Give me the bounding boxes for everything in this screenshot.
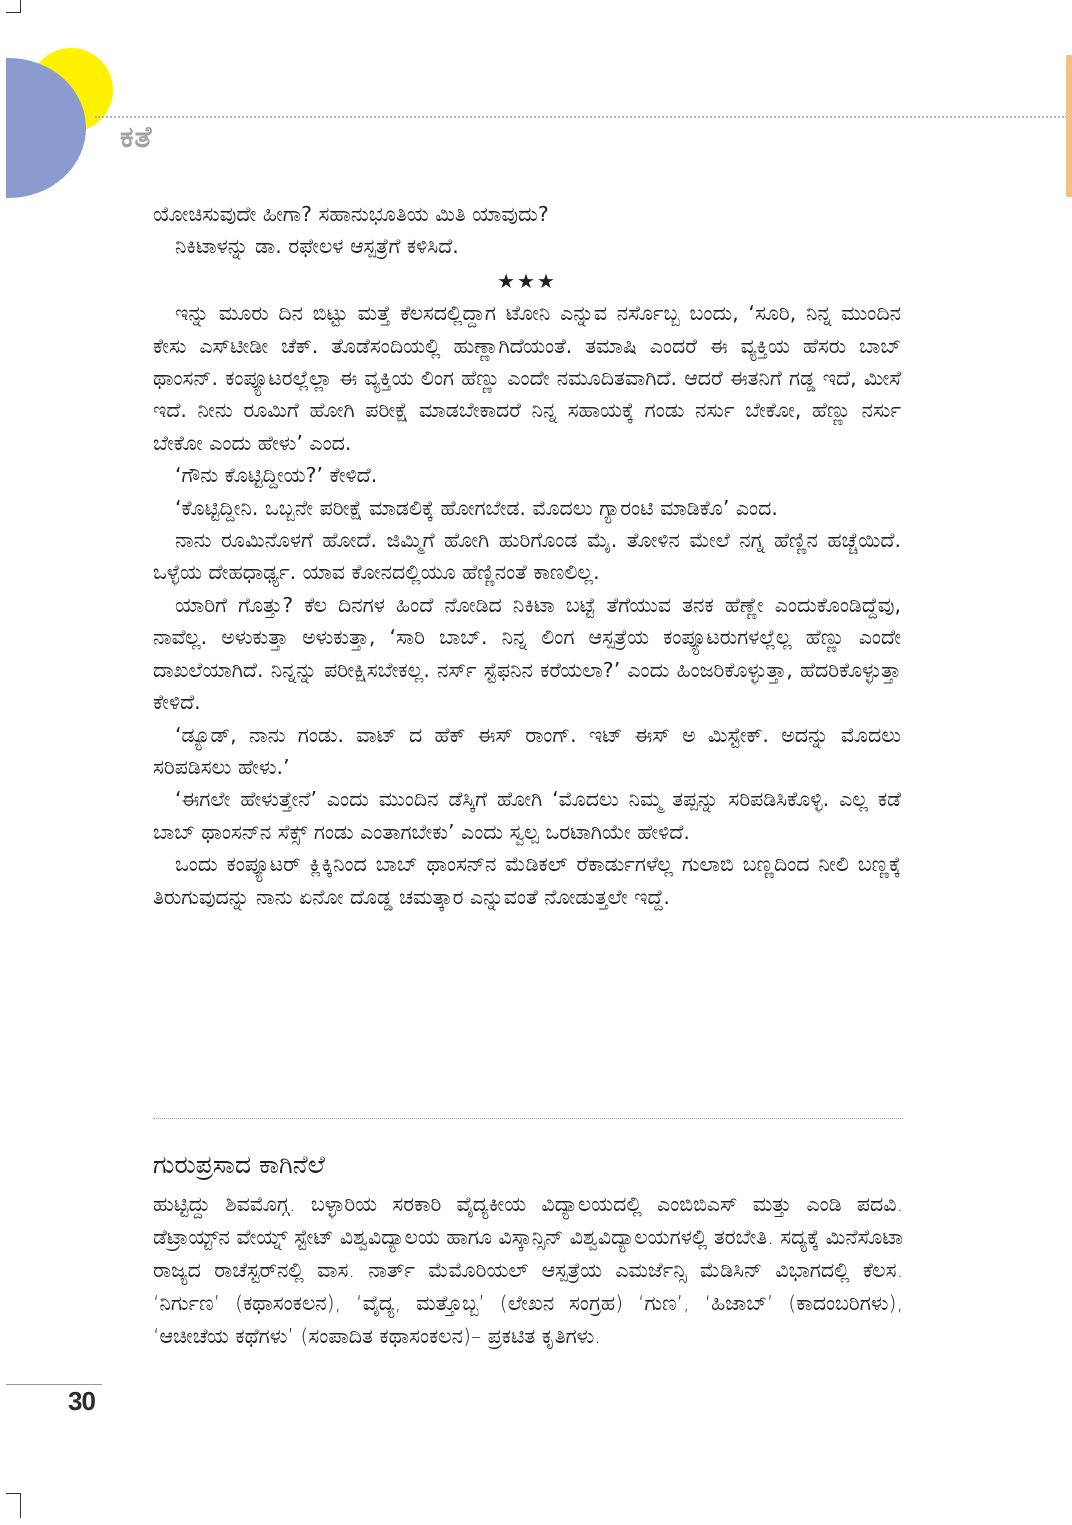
page-number-rule [6,1384,102,1385]
section-label: ಕತೆ [120,120,153,155]
header-decoration [6,0,126,220]
side-accent-bar [1066,55,1072,197]
story-paragraph: ‘ಕೊಟ್ಟಿದ್ದೀನಿ. ಒಬ್ಬನೇ ಪರೀಕ್ಷೆ ಮಾಡಲಿಕ್ಕೆ ಹೋಗಬೇಡ. ಮೊದಲು ಗ್ಯಾರಂಟಿ ಮಾಡಿಕೊ’ ಎಂದ. [175,495,778,520]
section-break-stars: ★★★ [497,268,557,293]
author-divider [153,1118,903,1119]
story-paragraph: ಯೋಚಿಸುವುದೇ ಹೀಗಾ? ಸಹಾನುಭೂತಿಯ ಮಿತಿ ಯಾವುದು? [153,202,549,226]
story-paragraph: ನಾನು ರೂಮಿನೊಳಗೆ ಹೋದೆ. ಜಿಮ್ಮಿಗೆ ಹೋಗಿ ಹುರಿಗೊಂಡ ಮೈ. ತೋಳಿನ ಮೇಲೆ ನಗ್ನ ಹೆಣ್ಣಿನ ಹಚ್ಚೆಯಿದೆ. ಒಳ್ಳೆಯ ದೇಹಧಾರ್ಢ್ಯ. ಯಾವ ಕೋನದಲ್ಲಿಯೂ ಹೆಣ್ಣಿನಂತೆ ಕಾಣಲಿಲ್ಲ. [153,528,901,585]
story-paragraph: ‘ಗೌನು ಕೊಟ್ಟಿದ್ದೀಯ?’ ಕೇಳಿದೆ. [175,463,378,488]
story-paragraph: ಯಾರಿಗೆ ಗೊತ್ತು? ಕೆಲ ದಿನಗಳ ಹಿಂದೆ ನೋಡಿದ ನಿಕಿಟಾ ಬಟ್ಟೆ ತೆಗೆಯುವ ತನಕ ಹೆಣ್ಣೇ ಎಂದುಕೊಂಡಿದ್ದೆವು, ನಾವೆಲ್ಲ. ಅಳುಕುತ್ತಾ ಅಳುಕುತ್ತಾ, ‘ಸಾರಿ ಬಾಬ್. ನಿನ್ನ ಲಿಂಗ ಆಸ್ಪತ್ರೆಯ ಕಂಪ್ಯೂಟರುಗಳಲ್ಲೆಲ್ಲ ಹೆಣ್ಣು ಎಂದೇ ದಾಖಲೆಯಾಗಿದೆ. ನಿನ್ನನ್ನು ಪರೀಕ್ಷಿಸಬೇಕಲ್ಲ. ನರ್ಸ್ ಸ್ಟೆಫನಿನ ಕರೆಯಲಾ?’ ಎಂದು ಹಿಂಜರಿಕೊಳ್ಳುತ್ತಾ, ಹೆದರಿಕೊಳ್ಳುತ್ತಾ ಕೇಳಿದೆ. [153,592,901,715]
crop-mark-bottom-left [6,1493,21,1518]
author-bio: ಹುಟ್ಟಿದ್ದು ಶಿವಮೊಗ್ಗ. ಬಳ್ಳಾರಿಯ ಸರಕಾರಿ ವೈದ್ಯಕೀಯ ವಿದ್ಯಾಲಯದಲ್ಲಿ ಎಂಬಿಬಿಎಸ್ ಮತ್ತು ಎಂಡಿ ಪದವಿ. ಡೆಟ್ರಾಯ್ಟ್‌ನ ವೇಯ್ನ್ ಸ್ಟೇಟ್ ವಿಶ್ವವಿದ್ಯಾಲಯ ಹಾಗೂ ವಿಸ್ಕಾನ್ಸಿನ್ ವಿಶ್ವವಿದ್ಯಾಲಯಗಳಲ್ಲಿ ತರಬೇತಿ. ಸದ್ಯಕ್ಕೆ ಮಿನೆಸೊಟಾ ರಾಜ್ಯದ ರಾಚೆಸ್ಟರ್‌ನಲ್ಲಿ ವಾಸ. ನಾರ್ತ್ ಮೆಮೊರಿಯಲ್ ಆಸ್ಪತ್ರೆಯ ಎಮರ್ಜೆನ್ಸಿ ಮೆಡಿಸಿನ್ ವಿಭಾಗದಲ್ಲಿ ಕೆಲಸ. ‘ನಿರ್ಗುಣ’ (ಕಥಾಸಂಕಲನ), ‘ವೈದ್ಯ, ಮತ್ತೊಬ್ಬ’ (ಲೇಖನ ಸಂಗ್ರಹ) ‘ಗುಣ’, ‘ಹಿಜಾಬ್’ (ಕಾದಂಬರಿಗಳು), ‘ಆಚೀಚೆಯ ಕಥೆಗಳು’ (ಸಂಪಾದಿತ ಕಥಾಸಂಕಲನ)– ಪ್ರಕಟಿತ ಕೃತಿಗಳು. [153,1192,903,1348]
story-paragraph: ‘ಡ್ಯೂಡ್, ನಾನು ಗಂಡು. ವಾಟ್ ದ ಹೆಕ್ ಈಸ್ ರಾಂಗ್. ಇಟ್ ಈಸ್ ಅ ಮಿಸ್ಟೇಕ್. ಅದನ್ನು ಮೊದಲು ಸರಿಪಡಿಸಲು ಹೇಳು.’ [153,722,901,779]
story-paragraph: ನಿಕಿಟಾಳನ್ನು ಡಾ. ರಫೇಲಳ ಆಸ್ಪತ್ರೆಗೆ ಕಳಿಸಿದೆ. [175,234,459,259]
story-body [153,198,901,913]
story-paragraph: ಒಂದು ಕಂಪ್ಯೂಟರ್ ಕ್ಲಿಕ್ಕಿನಿಂದ ಬಾಬ್ ಥಾಂಸನ್‌ನ ಮೆಡಿಕಲ್ ರೆಕಾರ್ಡುಗಳೆಲ್ಲ ಗುಲಾಬಿ ಬಣ್ಣದಿಂದ ನೀಲಿ ಬಣ್ಣಕ್ಕೆ ತಿರುಗುವುದನ್ನು ನಾನು ಏನೋ ದೊಡ್ಡ ಚಮತ್ಕಾರ ಎನ್ನುವಂತೆ ನೋಡುತ್ತಲೇ ಇದ್ದೆ. [153,852,901,909]
header-dotted-rule [95,116,1067,118]
page-number: 30 [68,1386,95,1416]
story-paragraph: ಇನ್ನು ಮೂರು ದಿನ ಬಿಟ್ಟು ಮತ್ತೆ ಕೆಲಸದಲ್ಲಿದ್ದಾಗ ಟೋನಿ ಎನ್ನುವ ನರ್ಸೊಬ್ಬ ಬಂದು, ‘ಸೂರಿ, ನಿನ್ನ ಮುಂದಿನ ಕೇಸು ಎಸ್‌ಟೀಡೀ ಚೆಕ್. ತೊಡೆಸಂದಿಯಲ್ಲಿ ಹುಣ್ಣಾಗಿದೆಯಂತೆ. ತಮಾಷಿ ಎಂದರೆ ಈ ವ್ಯಕ್ತಿಯ ಹೆಸರು ಬಾಬ್ ಥಾಂಸನ್. ಕಂಪ್ಯೂಟರಲ್ಲೆಲ್ಲಾ ಈ ವ್ಯಕ್ತಿಯ ಲಿಂಗ ಹೆಣ್ಣು ಎಂದೇ ನಮೂದಿತವಾಗಿದೆ. ಆದರೆ ಈತನಿಗೆ ಗಡ್ಡ ಇದೆ, ಮೀಸೆ ಇದೆ. ನೀನು ರೂಮಿಗೆ ಹೋಗಿ ಪರೀಕ್ಷೆ ಮಾಡಬೇಕಾದರೆ ನಿನ್ನ ಸಹಾಯಕ್ಕೆ ಗಂಡು ನರ್ಸು ಬೇಕೋ, ಹೆಣ್ಣು ನರ್ಸು ಬೇಕೋ ಎಂದು ಹೇಳು’ ಎಂದ. [153,301,901,455]
author-name: ಗುರುಪ್ರಸಾದ ಕಾಗಿನೆಲೆ [153,1150,325,1179]
story-paragraph: ‘ಈಗಲೇ ಹೇಳುತ್ತೇನೆ’ ಎಂದು ಮುಂದಿನ ಡೆಸ್ಕಿಗೆ ಹೋಗಿ ‘ಮೊದಲು ನಿಮ್ಮ ತಪ್ಪನ್ನು ಸರಿಪಡಿಸಿಕೊಳ್ಳಿ. ಎಲ್ಲ ಕಡೆ ಬಾಬ್ ಥಾಂಸನ್‌ನ ಸೆಕ್ಸ್ ಗಂಡು ಎಂತಾಗಬೇಕು’ ಎಂದು ಸ್ವಲ್ಪ ಒರಟಾಗಿಯೇ ಹೇಳಿದೆ. [153,787,901,844]
